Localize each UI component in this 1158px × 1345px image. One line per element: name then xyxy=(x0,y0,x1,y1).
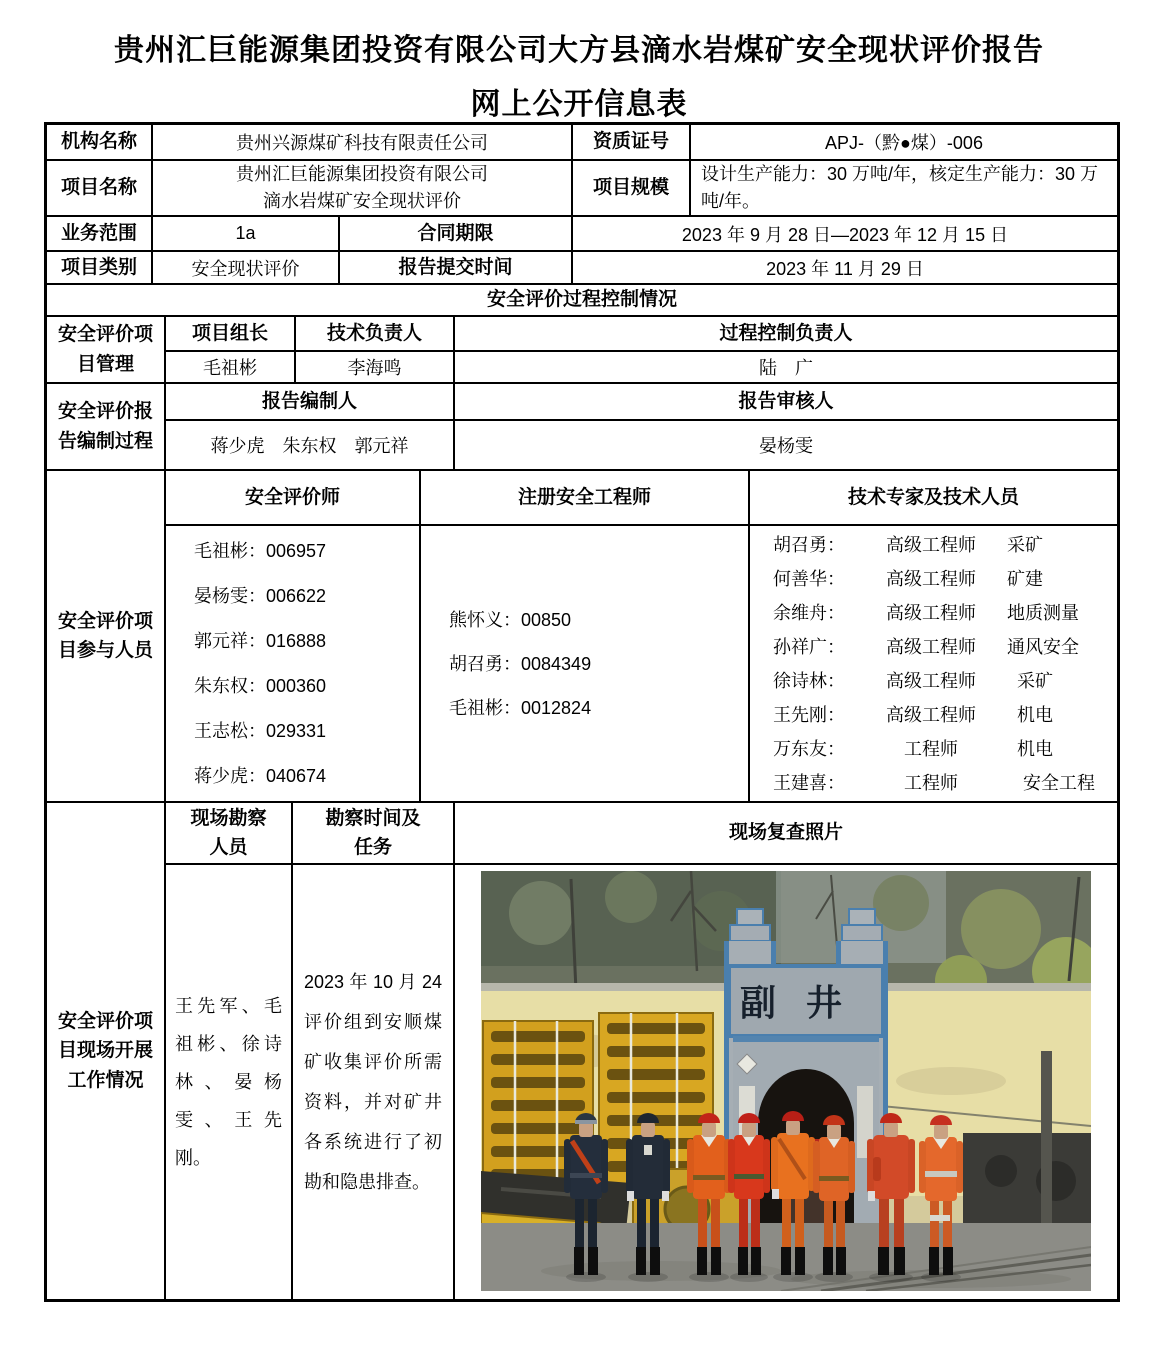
fieldwork-value-row xyxy=(166,865,1117,1299)
document-title xyxy=(0,24,1158,132)
engineer-item: 熊怀义：00850 xyxy=(449,609,572,630)
project-value xyxy=(153,161,573,215)
evaluator-item: 毛祖彬：006957 xyxy=(194,540,327,561)
expert-title: 工程师 xyxy=(904,772,958,793)
contract-label: 合同期限 xyxy=(340,217,573,250)
reviewer-value: 晏杨雯 xyxy=(759,436,813,457)
expert-item xyxy=(763,562,1043,596)
expert-name: 胡召勇： xyxy=(773,534,845,555)
expert-title: 高级工程师 xyxy=(886,602,976,623)
tech-label: 技术负责人 xyxy=(296,317,455,350)
category-label: 项目类别 xyxy=(47,252,153,283)
expert-list xyxy=(750,526,1117,801)
info-table xyxy=(44,122,1120,1302)
expert-field: 通风安全 xyxy=(1007,636,1079,657)
writer-label: 报告编制人 xyxy=(166,384,455,419)
surveyor-header-line2: 人员 xyxy=(209,837,248,858)
expert-name: 何善华： xyxy=(773,568,845,589)
compilation-section-label: 安全评价报告编制过程 xyxy=(47,384,166,469)
expert-name: 万东友： xyxy=(773,738,845,759)
expert-field: 安全工程 xyxy=(1023,772,1095,793)
row-scope xyxy=(47,217,1117,252)
scale-label: 项目规模 xyxy=(573,161,691,215)
title-line-1: 贵州汇巨能源集团投资有限公司大方县滴水岩煤矿安全现状评价报告 xyxy=(114,34,1044,67)
writer-value: 蒋少虎 朱东权 郭元祥 xyxy=(166,421,455,469)
engineer-list xyxy=(421,526,750,801)
fieldwork-section-label: 安全评价项目现场开展工作情况 xyxy=(47,803,166,1299)
submit-value: 2023 年 11 月 29 日 xyxy=(766,258,924,279)
block-compilation xyxy=(47,384,1117,471)
expert-field: 采矿 xyxy=(1017,670,1053,691)
evaluator-item: 晏杨雯：006622 xyxy=(194,585,327,606)
expert-field: 采矿 xyxy=(1007,534,1043,555)
row-process-header xyxy=(47,285,1117,317)
surveyors-value: 王先军、毛祖彬、徐诗林、晏杨雯、王先刚。 xyxy=(175,996,282,1168)
leader-value: 毛祖彬 xyxy=(166,352,296,382)
management-value-row xyxy=(166,352,1117,382)
expert-item xyxy=(763,664,1053,698)
submit-label: 报告提交时间 xyxy=(340,252,573,283)
management-grid xyxy=(166,317,1117,382)
task-value: 2023 年 10 月 24 评价组到安顺煤矿收集评价所需资料，并对矿井各系统进行了初勘和隐患排查。 xyxy=(304,972,442,1192)
cert-value: APJ-（黔●煤）-006 xyxy=(825,133,983,153)
expert-title: 工程师 xyxy=(904,738,958,759)
block-management xyxy=(47,317,1117,384)
evaluator-header: 安全评价师 xyxy=(166,471,421,524)
scale-value: 设计生产能力：30 万吨/年，核定生产能力：30 万吨/年。 xyxy=(701,164,1099,211)
tech-value: 李海鸣 xyxy=(296,352,455,382)
photo-gate-sign-text: 副井 xyxy=(739,982,873,1023)
project-label: 项目名称 xyxy=(47,161,153,215)
expert-field: 地质测量 xyxy=(1007,602,1079,623)
site-review-photo xyxy=(481,871,1091,1291)
time-header xyxy=(293,803,455,863)
expert-item xyxy=(763,732,1053,766)
leader-label: 项目组长 xyxy=(166,317,296,350)
expert-item xyxy=(763,596,1079,630)
expert-title: 高级工程师 xyxy=(886,534,976,555)
management-section-label: 安全评价项目管理 xyxy=(47,317,166,382)
contract-value: 2023 年 9 月 28 日—2023 年 12 月 15 日 xyxy=(681,224,1009,245)
expert-title: 高级工程师 xyxy=(886,704,976,725)
management-header-row xyxy=(166,317,1117,352)
control-label: 过程控制负责人 xyxy=(719,323,853,344)
photo-header: 现场复查照片 xyxy=(728,822,843,844)
cert-label: 资质证号 xyxy=(573,125,691,159)
title-line-2: 网上公开信息表 xyxy=(470,88,688,121)
expert-title: 高级工程师 xyxy=(886,568,976,589)
engineer-header: 注册安全工程师 xyxy=(421,471,750,524)
time-header-line1: 勘察时间及 xyxy=(325,807,421,829)
expert-item xyxy=(763,528,1043,562)
org-label: 机构名称 xyxy=(47,125,153,159)
expert-name: 余维舟： xyxy=(773,602,845,623)
row-org xyxy=(47,125,1117,161)
surveyor-header-line1: 现场勘察 xyxy=(190,807,267,829)
expert-name: 王先刚： xyxy=(773,704,845,725)
expert-field: 机电 xyxy=(1017,704,1053,725)
expert-field: 机电 xyxy=(1017,738,1053,759)
compilation-value-row xyxy=(166,421,1117,469)
expert-item xyxy=(763,766,1095,800)
participants-value-row xyxy=(166,526,1117,801)
block-participants xyxy=(47,471,1117,803)
scope-value: 1a xyxy=(153,217,340,250)
expert-title: 高级工程师 xyxy=(886,636,976,657)
engineer-item: 毛祖彬：0012824 xyxy=(449,697,592,718)
participants-header-row xyxy=(166,471,1117,526)
expert-field: 矿建 xyxy=(1007,568,1043,589)
compilation-header-row xyxy=(166,384,1117,421)
expert-name: 徐诗林： xyxy=(773,670,845,691)
participants-grid xyxy=(166,471,1117,801)
scope-label: 业务范围 xyxy=(47,217,153,250)
participants-section-label: 安全评价项目参与人员 xyxy=(47,471,166,801)
category-value: 安全现状评价 xyxy=(153,252,340,283)
expert-header: 技术专家及技术人员 xyxy=(847,486,1019,508)
expert-name: 孙祥广： xyxy=(773,636,845,657)
site-photo-cell xyxy=(455,865,1117,1299)
block-fieldwork xyxy=(47,803,1117,1299)
evaluator-item: 朱东权：000360 xyxy=(194,675,327,696)
surveyors-text xyxy=(166,865,293,1299)
process-header: 安全评价过程控制情况 xyxy=(486,289,677,311)
expert-item xyxy=(763,630,1079,664)
task-text xyxy=(293,865,455,1299)
surveyor-header xyxy=(166,803,293,863)
evaluator-item: 蒋少虎：040674 xyxy=(194,765,327,786)
expert-name: 王建喜： xyxy=(773,772,845,793)
time-header-line2: 任务 xyxy=(353,837,392,858)
reviewer-label: 报告审核人 xyxy=(738,390,834,412)
org-value: 贵州兴源煤矿科技有限责任公司 xyxy=(153,125,573,159)
control-value: 陆 广 xyxy=(759,358,813,379)
project-value-line2: 滴水岩煤矿安全现状评价 xyxy=(263,191,461,211)
fieldwork-header-row xyxy=(166,803,1117,865)
compilation-grid xyxy=(166,384,1117,469)
expert-title: 高级工程师 xyxy=(886,670,976,691)
evaluator-list xyxy=(166,526,421,801)
row-category xyxy=(47,252,1117,285)
expert-item xyxy=(763,698,1053,732)
evaluator-item: 王志松：029331 xyxy=(194,720,327,741)
fieldwork-grid xyxy=(166,803,1117,1299)
project-value-line1: 贵州汇巨能源集团投资有限公司 xyxy=(236,164,488,184)
engineer-item: 胡召勇：0084349 xyxy=(449,653,592,674)
row-project xyxy=(47,161,1117,217)
evaluator-item: 郭元祥：016888 xyxy=(194,630,327,651)
